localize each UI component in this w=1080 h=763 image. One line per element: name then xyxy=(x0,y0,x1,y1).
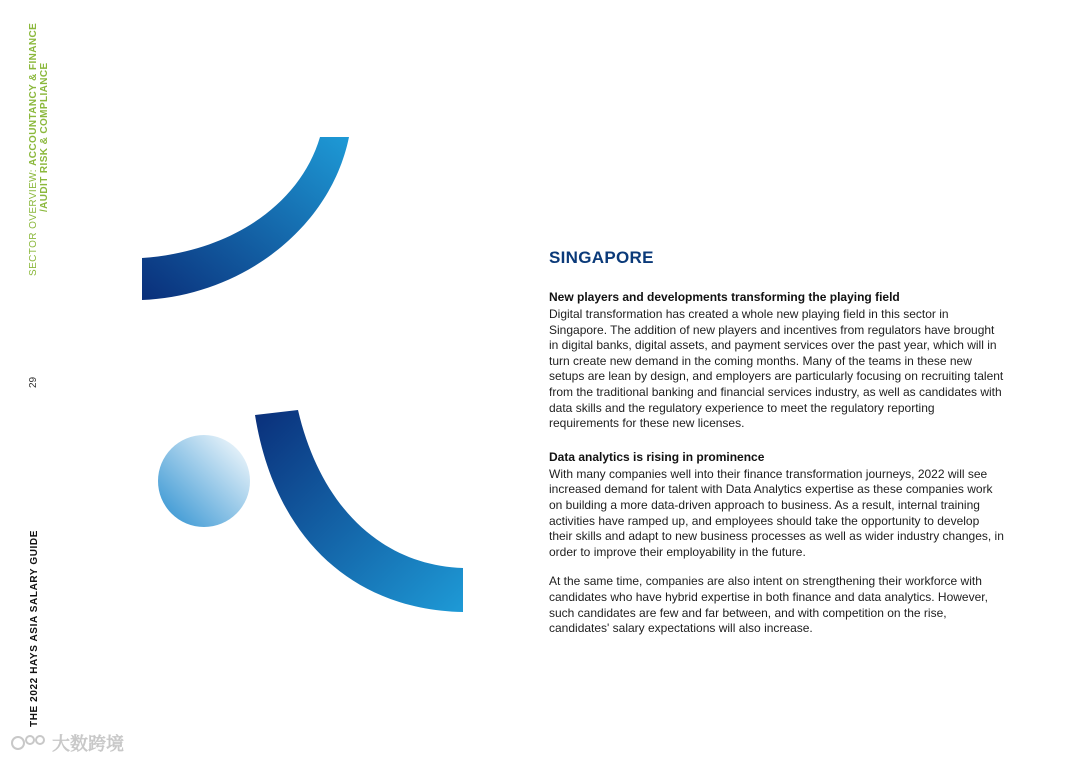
watermark-logo-icon xyxy=(10,732,46,754)
article xyxy=(549,248,1004,655)
watermark xyxy=(10,730,124,756)
section-paragraph: Digital transformation has created a whole new playing field in this sector in Singapore. The addition of new players and incentives from regulators have brought in digital banks, digital assets, and payment services over the past year, which will in turn create new demand in the coming months. Many of the teams in these new setups are lean by design, and employers are particularly focusing on recruiting talent from the traditional banking and financial services industry, as well as candidates with data skills and the regulatory experience to meet the regulatory reporting requirements for these new licenses. xyxy=(549,307,1004,431)
sector-overview-label xyxy=(28,22,50,284)
sector-overview-line1 xyxy=(28,23,39,276)
gradient-circle xyxy=(158,435,250,527)
section-new-players xyxy=(549,290,1004,432)
watermark-text: 大数跨境 xyxy=(52,734,124,754)
lower-arc-shape xyxy=(255,410,463,612)
upper-arc-shape xyxy=(142,137,349,300)
section-paragraph: At the same time, companies are also intent on strengthening their workforce with candidates who have hybrid expertise in both finance and data analytics. However, such candidates are few and far between, and with competition on the rise, candidates' salary expectations will also increase. xyxy=(549,574,988,636)
section-subheading: Data analytics is rising in prominence xyxy=(549,449,765,464)
sector-name-line2: /AUDIT RISK & COMPLIANCE xyxy=(39,62,50,212)
sector-prefix: SECTOR OVERVIEW: xyxy=(28,165,39,276)
page-number: 29 xyxy=(28,376,39,388)
section-paragraph: With many companies well into their finance transformation journeys, 2022 will see increased demand for talent with Data Analytics expertise as these companies work on building a more data-driven approach to business. As a result, internal training activities have ramped up, and employees should take the opportunity to develop their skills and adapt to new business processes as well as wider industry changes, in order to improve their employability in the future. xyxy=(549,466,1004,559)
article-heading: SINGAPORE xyxy=(549,248,654,267)
section-subheading: New players and developments transforming the playing field xyxy=(549,290,900,304)
decorative-artwork xyxy=(130,120,490,640)
section-data-analytics xyxy=(549,450,1004,637)
guide-title: THE 2022 HAYS ASIA SALARY GUIDE xyxy=(29,530,40,727)
sector-name-line1: ACCOUNTANCY & FINANCE xyxy=(28,22,39,166)
